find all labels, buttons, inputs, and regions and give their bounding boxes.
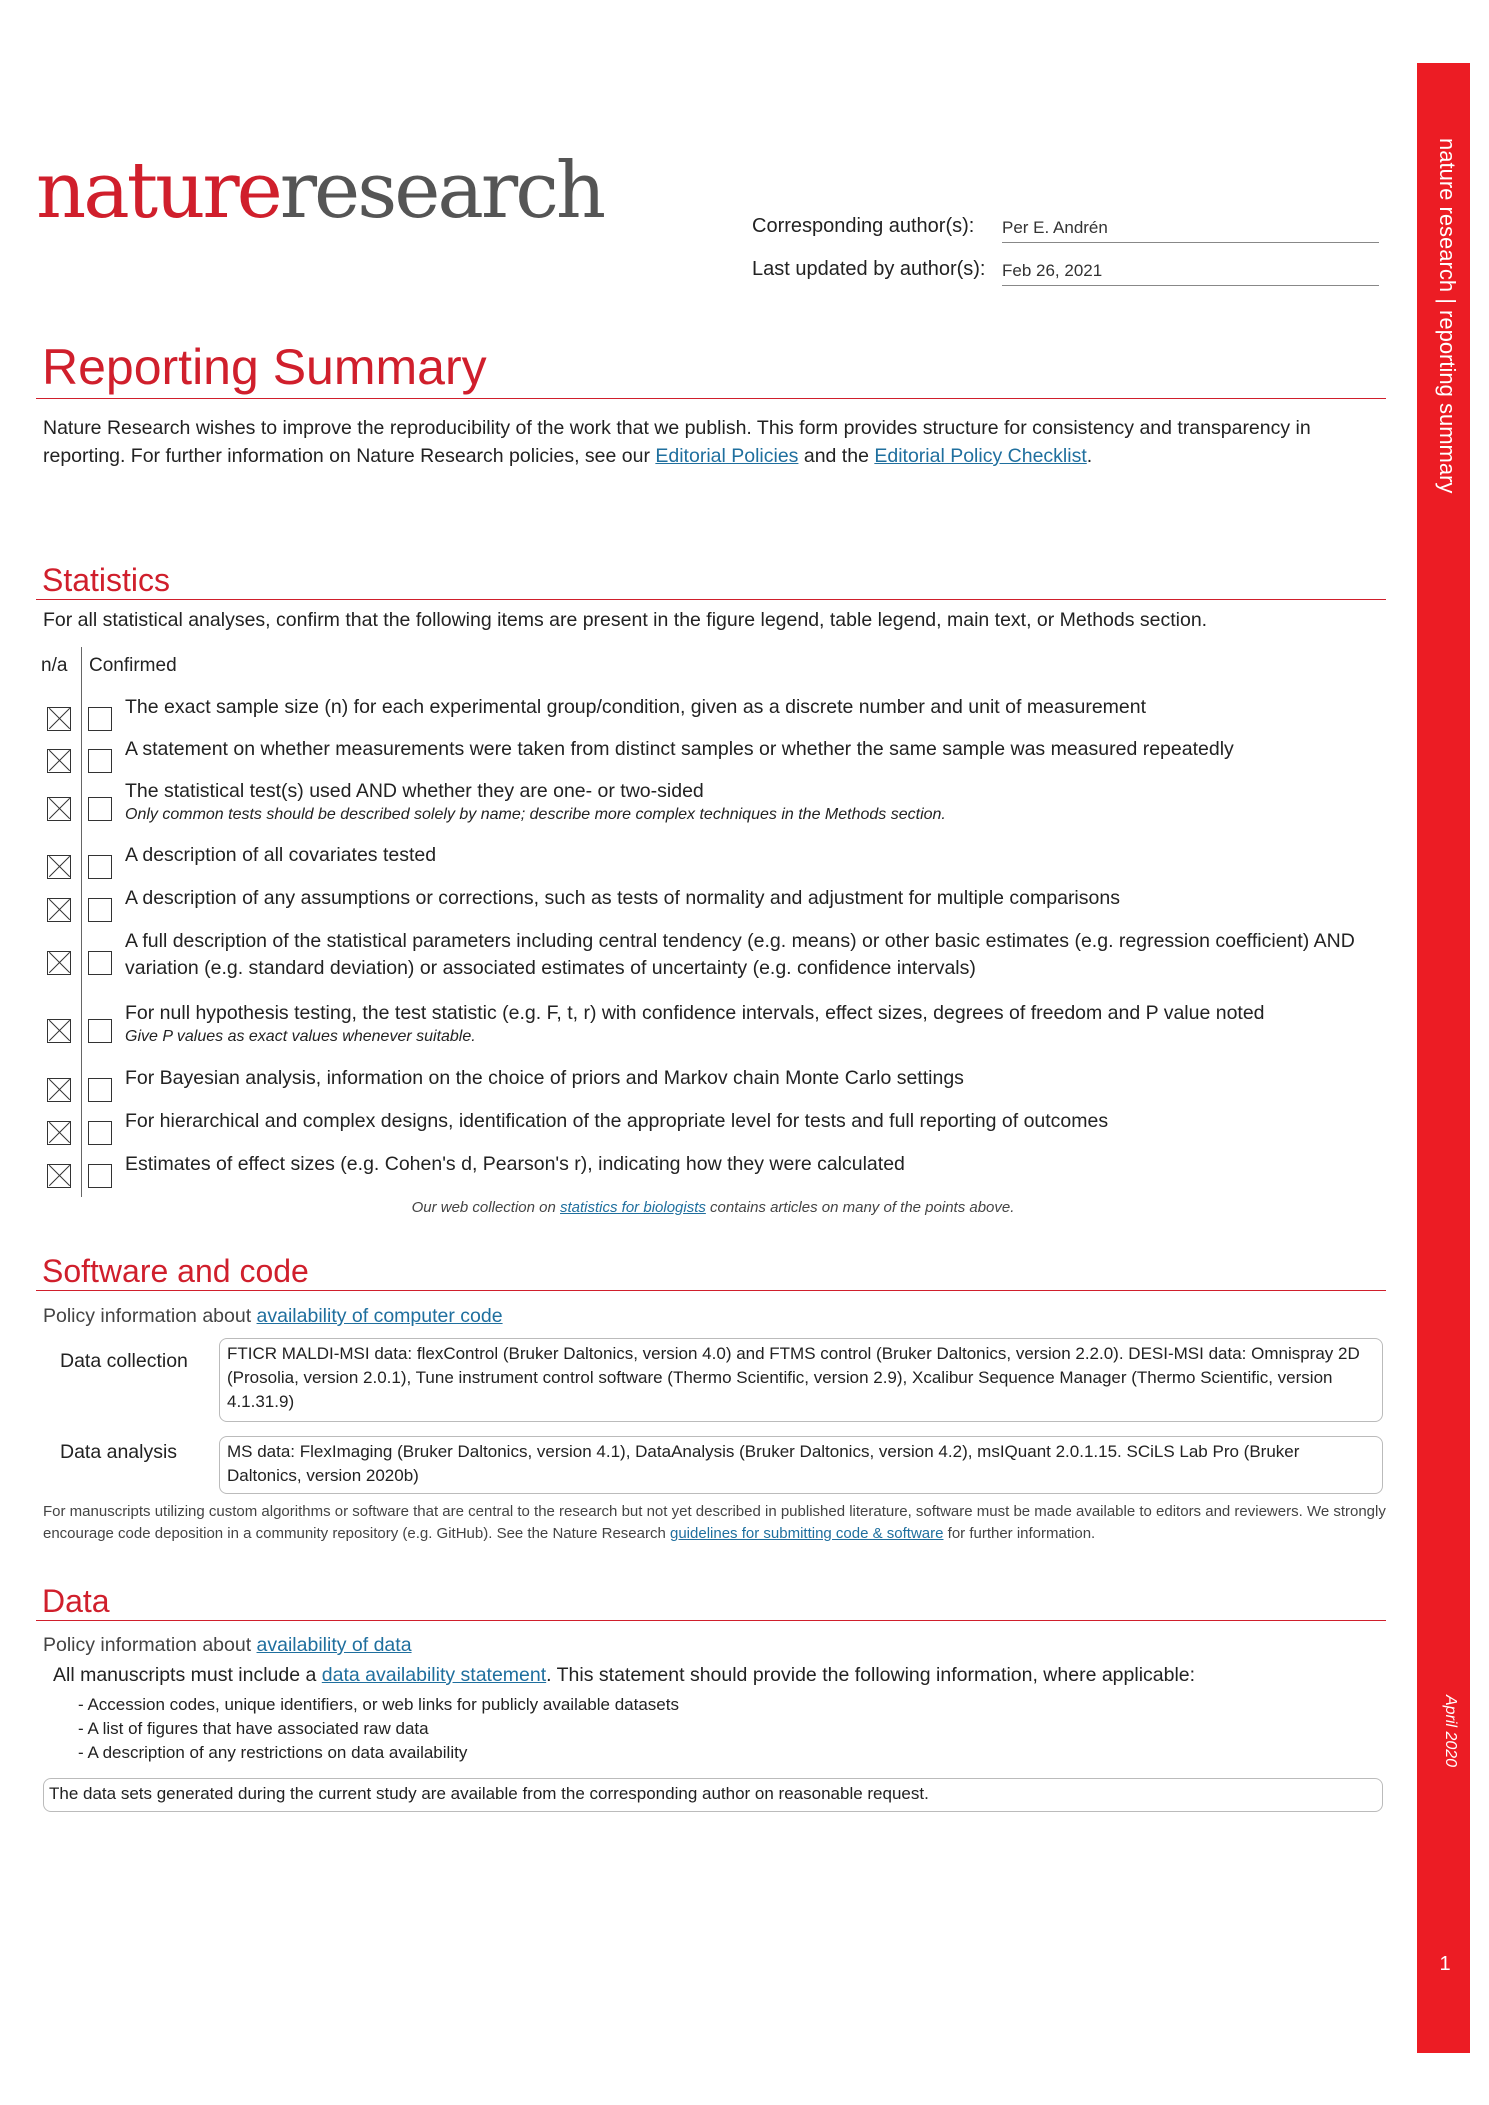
software-policy: [43, 1305, 503, 1328]
checklist-item: [125, 1065, 1385, 1092]
data-requirement: [53, 1664, 1195, 1687]
na-checkbox[interactable]: [47, 855, 71, 879]
data-bullet-1: - Accession codes, unique identifiers, or web links for publicly available datasets: [78, 1695, 679, 1714]
guidelines-code-software-link[interactable]: guidelines for submitting code & software: [670, 1525, 944, 1542]
checklist-item: [125, 1000, 1385, 1047]
data-analysis-label: Data analysis: [60, 1441, 178, 1463]
na-checkbox[interactable]: [47, 1121, 71, 1145]
na-checkbox[interactable]: [47, 797, 71, 821]
sidebar-date: April 2020: [1442, 1695, 1459, 1768]
logo-part-research: research: [279, 146, 604, 236]
statistics-lead: For all statistical analyses, confirm that the following items are present in the figure legend, table legend, main text, or Methods section.: [43, 609, 1208, 631]
na-checkbox[interactable]: [47, 1019, 71, 1043]
checklist-item: [125, 842, 1385, 869]
statistics-note-post: contains articles on many of the points above.: [705, 1199, 1015, 1216]
sidebar-title-container: [1420, 138, 1468, 558]
availability-of-computer-code-link[interactable]: availability of computer code: [256, 1305, 503, 1327]
confirmed-checkbox[interactable]: [88, 951, 112, 975]
column-confirmed-header: Confirmed: [89, 655, 177, 676]
statistics-for-biologists-link[interactable]: statistics for biologists: [560, 1199, 706, 1216]
last-updated-field[interactable]: Feb 26, 2021: [1002, 261, 1379, 286]
software-policy-pre: Policy information about: [43, 1305, 257, 1327]
data-rule: [36, 1620, 1386, 1621]
statistics-rule: [36, 599, 1386, 600]
software-rule: [36, 1290, 1386, 1291]
checklist-item-text: For hierarchical and complex designs, identification of the appropriate level for tests and full reporting of outcomes: [125, 1110, 1109, 1132]
intro-end: .: [1086, 445, 1093, 467]
statistics-note: [43, 1199, 1383, 1216]
data-availability-field[interactable]: The data sets generated during the current study are available from the corresponding author on reasonable request.: [43, 1778, 1383, 1812]
checklist-item-text: For null hypothesis testing, the test statistic (e.g. F, t, r) with confidence intervals, effect sizes, degrees of freedom and P value noted: [125, 1002, 1265, 1024]
checklist-item: [125, 1151, 1385, 1178]
corresponding-author-label: Corresponding author(s):: [752, 215, 975, 237]
editorial-policies-link[interactable]: Editorial Policies: [655, 445, 799, 467]
checklist-item: [125, 694, 1385, 721]
checklist-item-note: Give P values as exact values whenever suitable.: [125, 1028, 476, 1045]
na-checkbox[interactable]: [47, 749, 71, 773]
sidebar-date-container: [1425, 1695, 1465, 1785]
confirmed-checkbox[interactable]: [88, 1019, 112, 1043]
checklist-item: [125, 736, 1385, 763]
checklist-item-text: The exact sample size (n) for each experimental group/condition, given as a discrete number and unit of measurement: [125, 696, 1147, 718]
data-policy: [43, 1634, 412, 1657]
data-bullet-3: - A description of any restrictions on data availability: [78, 1743, 468, 1762]
software-footnote-pre: For manuscripts utilizing custom algorithms or software that are central to the research but not yet described in published literature, software must be made available to editors and reviewers. We strongly encourage code deposition in a community repository (e.g. GitHub). See the Nature Research: [43, 1503, 1386, 1542]
corresponding-author-field[interactable]: Per E. Andrén: [1002, 218, 1379, 243]
na-checkbox[interactable]: [47, 951, 71, 975]
page-title: Reporting Summary: [42, 339, 487, 395]
data-policy-pre: Policy information about: [43, 1634, 257, 1656]
data-requirement-pre: All manuscripts must include a: [53, 1664, 322, 1686]
statistics-heading: Statistics: [42, 562, 171, 598]
confirmed-checkbox[interactable]: [88, 898, 112, 922]
data-availability-statement-link[interactable]: data availability statement: [321, 1664, 547, 1686]
software-footnote-post: for further information.: [943, 1525, 1096, 1542]
column-na-header: n/a: [41, 655, 68, 676]
page-number: 1: [1439, 1953, 1451, 1975]
checklist-item-text: A description of any assumptions or corrections, such as tests of normality and adjustment for multiple comparisons: [125, 887, 1120, 909]
data-bullet-2: - A list of figures that have associated raw data: [78, 1719, 429, 1738]
last-updated-label: Last updated by author(s):: [752, 258, 986, 280]
confirmed-checkbox[interactable]: [88, 1078, 112, 1102]
confirmed-checkbox[interactable]: [88, 1164, 112, 1188]
availability-of-data-link[interactable]: availability of data: [256, 1634, 412, 1656]
checklist-item-text: A full description of the statistical parameters including central tendency (e.g. means) or other basic estimates (e.g. regression coefficient) AND variation (e.g. standard deviation) or associated estimates of uncertainty (e.g. confidence intervals): [125, 930, 1355, 979]
confirmed-checkbox[interactable]: [88, 707, 112, 731]
last-updated-row: [752, 258, 1000, 281]
checklist-item-text: A description of all covariates tested: [125, 844, 437, 866]
na-checkbox[interactable]: [47, 707, 71, 731]
intro-paragraph: [43, 414, 1383, 470]
title-rule: [36, 398, 1386, 399]
confirmed-checkbox[interactable]: [88, 797, 112, 821]
na-checkbox[interactable]: [47, 1164, 71, 1188]
data-requirement-post: . This statement should provide the following information, where applicable:: [546, 1664, 1196, 1686]
editorial-policy-checklist-link[interactable]: Editorial Policy Checklist: [874, 445, 1087, 467]
data-heading: Data: [42, 1583, 110, 1619]
software-footnote: [43, 1501, 1388, 1545]
checklist-item: [125, 885, 1385, 912]
checklist-item-note: Only common tests should be described solely by name; describe more complex techniques in the Methods section.: [125, 806, 946, 823]
na-checkbox[interactable]: [47, 1078, 71, 1102]
checklist-item: [125, 1108, 1385, 1135]
confirmed-checkbox[interactable]: [88, 855, 112, 879]
data-collection-field[interactable]: FTICR MALDI-MSI data: flexControl (Bruker Daltonics, version 4.0) and FTMS control (Bruker Daltonics, version 2.2.0). DESI-MSI data: Omnispray 2D (Prosolia, version 2.0.1), Tune instrument control software (Thermo Scientific, version 2.9), Xcalibur Sequence Manager (Thermo Scientific, version 4.1.31.9): [219, 1338, 1383, 1422]
corresponding-author-row: [752, 215, 1000, 238]
nature-research-logo: [36, 146, 604, 236]
column-divider: [81, 647, 82, 1197]
na-checkbox[interactable]: [47, 898, 71, 922]
software-heading: Software and code: [42, 1253, 309, 1289]
checklist-item: [125, 928, 1385, 982]
data-analysis-field[interactable]: MS data: FlexImaging (Bruker Daltonics, version 4.1), DataAnalysis (Bruker Daltonics, version 4.2), msIQuant 2.0.1.15. SCiLS Lab Pro (Bruker Daltonics, version 2020b): [219, 1436, 1383, 1494]
confirmed-checkbox[interactable]: [88, 749, 112, 773]
checklist-item-text: For Bayesian analysis, information on the choice of priors and Markov chain Monte Carlo settings: [125, 1067, 964, 1089]
intro-text: Nature Research wishes to improve the reproducibility of the work that we publish. This form provides structure for consistency and transparency in reporting. For further information on Nature Research policies, see our: [43, 417, 1311, 467]
checklist-item-text: A statement on whether measurements were taken from distinct samples or whether the same sample was measured repeatedly: [125, 738, 1234, 760]
checklist-item: [125, 778, 1385, 825]
intro-mid: and the: [798, 445, 875, 467]
statistics-note-pre: Our web collection on: [411, 1199, 560, 1216]
confirmed-checkbox[interactable]: [88, 1121, 112, 1145]
sidebar-title: nature research | reporting summary: [1435, 138, 1460, 494]
logo-part-nature: nature: [36, 146, 280, 236]
data-collection-label: Data collection: [60, 1350, 188, 1372]
checklist-item-text: Estimates of effect sizes (e.g. Cohen's d, Pearson's r), indicating how they were calculated: [125, 1153, 905, 1175]
checklist-item-text: The statistical test(s) used AND whether they are one- or two-sided: [125, 780, 704, 802]
